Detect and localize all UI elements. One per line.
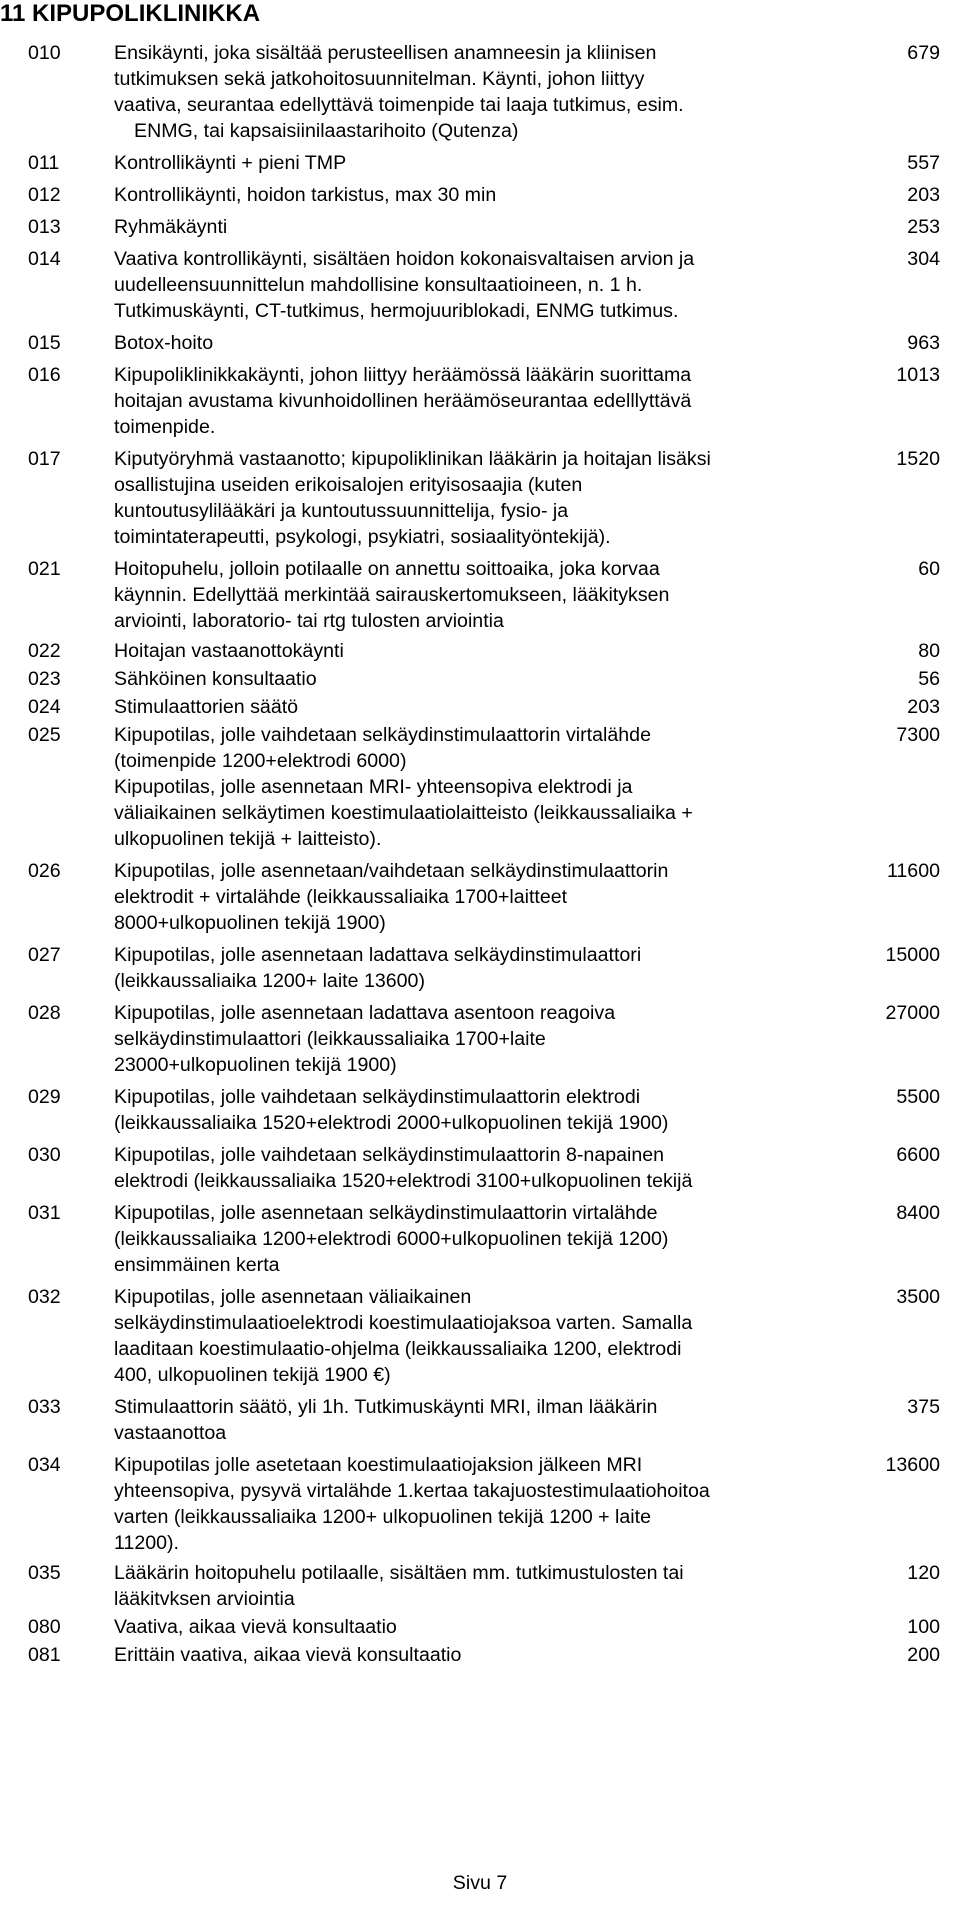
procedure-code: 026 (28, 860, 61, 882)
description-line: Kiputyöryhmä vastaanotto; kipupoliklinikan lääkärin ja hoitajan lisäksi (114, 448, 711, 470)
description-line: Ensikäynti, joka sisältää perusteellisen anamneesin ja kliinisen (114, 42, 657, 64)
procedure-price: 7300 (896, 724, 940, 746)
price-row (0, 1200, 960, 1278)
procedure-code: 031 (28, 1202, 61, 1224)
description-line: Lääkärin hoitopuhelu potilaalle, sisältäen mm. tutkimustulosten tai (114, 1562, 684, 1584)
procedure-description (114, 1452, 710, 1556)
description-line: vastaanottoa (114, 1422, 227, 1444)
description-line: kuntoutusylilääkäri ja kuntoutussuunnittelija, fysio- ja (114, 500, 569, 522)
description-line: hoitajan avustama kivunhoidollinen heräämöseurantaa edelllyttävä (114, 390, 692, 412)
procedure-price: 557 (907, 152, 940, 174)
price-row (0, 942, 960, 994)
procedure-description (114, 694, 710, 720)
procedure-description (114, 40, 710, 144)
description-line: toimintaterapeutti, psykologi, psykiatri, sosiaalityöntekijä). (114, 526, 611, 548)
procedure-description (114, 858, 710, 936)
description-line: ensimmäinen kerta (114, 1254, 280, 1276)
procedure-description (114, 150, 710, 176)
procedure-code: 014 (28, 248, 61, 270)
procedure-price: 203 (907, 184, 940, 206)
description-line: varten (leikkaussaliaika 1200+ ulkopuolinen tekijä 1200 + laite (114, 1506, 652, 1528)
description-line: 23000+ulkopuolinen tekijä 1900) (114, 1054, 397, 1076)
description-line: Kipupotilas, jolle asennetaan ladattava asentoon reagoiva (114, 1002, 616, 1024)
description-line: 8000+ulkopuolinen tekijä 1900) (114, 912, 386, 934)
procedure-description (114, 1284, 710, 1388)
procedure-description (114, 182, 710, 208)
description-line: Sähköinen konsultaatio (114, 668, 317, 690)
price-row (0, 1000, 960, 1078)
price-row (0, 722, 960, 852)
description-line: Tutkimuskäynti, CT-tutkimus, hermojuuriblokadi, ENMG tutkimus. (114, 300, 679, 322)
price-row (0, 1642, 960, 1668)
procedure-description (114, 330, 710, 356)
procedure-description (114, 1142, 710, 1194)
description-line: Erittäin vaativa, aikaa vievä konsultaatio (114, 1644, 462, 1666)
procedure-description (114, 556, 710, 634)
description-line: yhteensopiva, pysyvä virtalähde 1.kertaa takajuostestimulaatiohoitoa (114, 1480, 710, 1502)
procedure-code: 021 (28, 558, 61, 580)
price-row (0, 858, 960, 936)
description-line: Kipupotilas, jolle vaihdetaan selkäydinstimulaattorin 8-napainen (114, 1144, 665, 1166)
description-line: Vaativa kontrollikäynti, sisältäen hoidon kokonaisvaltaisen arvion ja (114, 248, 695, 270)
procedure-price: 1013 (896, 364, 940, 386)
procedure-description (114, 666, 710, 692)
procedure-code: 017 (28, 448, 61, 470)
description-line: elektrodit + virtalähde (leikkaussaliaika 1700+laitteet (114, 886, 568, 908)
description-line: Kipupotilas, jolle asennetaan/vaihdetaan selkäydinstimulaattorin (114, 860, 669, 882)
description-line: käynnin. Edellyttää merkintää sairauskertomukseen, lääkityksen (114, 584, 670, 606)
description-line: Kipupotilas, jolle asennetaan MRI- yhteensopiva elektrodi ja (114, 776, 633, 798)
description-line: selkäydinstimulaatioelektrodi koestimulaatiojaksoa varten. Samalla (114, 1312, 693, 1334)
description-line: Hoitajan vastaanottokäynti (114, 640, 344, 662)
procedure-code: 012 (28, 184, 61, 206)
description-line: (leikkaussaliaika 1200+elektrodi 6000+ulkopuolinen tekijä 1200) (114, 1228, 669, 1250)
description-line: Kipupotilas, jolle asennetaan ladattava selkäydinstimulaattori (114, 944, 642, 966)
page-number: Sivu 7 (452, 1872, 508, 1894)
procedure-price: 100 (907, 1616, 940, 1638)
price-row (0, 182, 960, 208)
procedure-code: 023 (28, 668, 61, 690)
procedure-price: 253 (907, 216, 940, 238)
procedure-code: 015 (28, 332, 61, 354)
description-line: ENMG, tai kapsaisiinilaastarihoito (Qutenza) (134, 120, 519, 142)
procedure-price: 200 (907, 1644, 940, 1666)
description-line: 400, ulkopuolinen tekijä 1900 €) (114, 1364, 391, 1386)
procedure-price: 120 (907, 1562, 940, 1584)
description-line: (leikkaussaliaika 1200+ laite 13600) (114, 970, 425, 992)
description-line: ulkopuolinen tekijä + laitteisto). (114, 828, 382, 850)
price-row (0, 246, 960, 324)
procedure-code: 080 (28, 1616, 61, 1638)
description-line: (toimenpide 1200+elektrodi 6000) (114, 750, 407, 772)
description-line: Kipupotilas, jolle vaihdetaan selkäydinstimulaattorin virtalähde (114, 724, 651, 746)
section-title: 11 KIPUPOLIKLINIKKA (0, 0, 261, 27)
price-row (0, 1452, 960, 1556)
procedure-code: 024 (28, 696, 61, 718)
description-line: lääkitvksen arviointia (114, 1588, 295, 1610)
description-line: Kipupoliklinikkakäynti, johon liittyy heräämössä lääkärin suorittama (114, 364, 692, 386)
procedure-description (114, 362, 710, 440)
description-line: Hoitopuhelu, jolloin potilaalle on annettu soittoaika, joka korvaa (114, 558, 660, 580)
procedure-code: 030 (28, 1144, 61, 1166)
procedure-description (114, 446, 710, 550)
description-line: osallistujina useiden erikoisalojen erityisosaajia (kuten (114, 474, 583, 496)
procedure-description (114, 246, 710, 324)
procedure-code: 035 (28, 1562, 61, 1584)
procedure-description (114, 1560, 710, 1612)
procedure-code: 029 (28, 1086, 61, 1108)
procedure-price: 80 (918, 640, 940, 662)
procedure-price: 5500 (896, 1086, 940, 1108)
procedure-price: 3500 (896, 1286, 940, 1308)
price-row (0, 214, 960, 240)
procedure-code: 081 (28, 1644, 61, 1666)
price-row (0, 362, 960, 440)
description-line: laaditaan koestimulaatio-ohjelma (leikkaussaliaika 1200, elektrodi (114, 1338, 682, 1360)
procedure-price: 304 (907, 248, 940, 270)
procedure-code: 013 (28, 216, 61, 238)
procedure-price: 13600 (885, 1454, 940, 1476)
procedure-price: 15000 (885, 944, 940, 966)
price-row (0, 1560, 960, 1612)
procedure-price: 1520 (896, 448, 940, 470)
description-line: toimenpide. (114, 416, 216, 438)
description-line: Kontrollikäynti, hoidon tarkistus, max 30 min (114, 184, 497, 206)
price-row (0, 556, 960, 634)
price-row (0, 666, 960, 692)
price-row (0, 1284, 960, 1388)
price-row (0, 1084, 960, 1136)
procedure-code: 028 (28, 1002, 61, 1024)
description-line: vaativa, seurantaa edellyttävä toimenpide tai laaja tutkimus, esim. (114, 94, 684, 116)
description-line: (leikkaussaliaika 1520+elektrodi 2000+ulkopuolinen tekijä 1900) (114, 1112, 669, 1134)
procedure-description (114, 1642, 710, 1668)
procedure-description (114, 1614, 710, 1640)
procedure-price: 679 (907, 42, 940, 64)
procedure-code: 010 (28, 42, 61, 64)
price-row (0, 330, 960, 356)
procedure-code: 011 (28, 152, 60, 174)
price-row (0, 1142, 960, 1194)
price-row (0, 1394, 960, 1446)
price-row (0, 446, 960, 550)
description-line: tutkimuksen sekä jatkohoitosuunnitelman. Käynti, johon liittyy (114, 68, 645, 90)
procedure-description (114, 1084, 710, 1136)
description-line: arviointi, laboratorio- tai rtg tulosten arviointia (114, 610, 504, 632)
price-list (0, 40, 960, 1668)
procedure-price: 56 (918, 668, 940, 690)
procedure-price: 963 (907, 332, 940, 354)
procedure-description (114, 942, 710, 994)
procedure-description (114, 638, 710, 664)
procedure-description (114, 1200, 710, 1278)
description-line: uudelleensuunnittelun mahdollisine konsultaatioineen, n. 1 h. (114, 274, 643, 296)
description-line: Stimulaattorien säätö (114, 696, 299, 718)
description-line: Kipupotilas jolle asetetaan koestimulaatiojaksion jälkeen MRI (114, 1454, 643, 1476)
description-line: Kipupotilas, jolle vaihdetaan selkäydinstimulaattorin elektrodi (114, 1086, 641, 1108)
description-line: Vaativa, aikaa vievä konsultaatio (114, 1616, 397, 1638)
procedure-code: 033 (28, 1396, 61, 1418)
procedure-code: 034 (28, 1454, 61, 1476)
procedure-code: 032 (28, 1286, 61, 1308)
description-line: Kipupotilas, jolle asennetaan väliaikainen (114, 1286, 472, 1308)
procedure-price: 8400 (896, 1202, 940, 1224)
procedure-price: 27000 (885, 1002, 940, 1024)
procedure-price: 6600 (896, 1144, 940, 1166)
procedure-price: 375 (907, 1396, 940, 1418)
procedure-price: 11600 (886, 860, 940, 882)
description-line: Stimulaattorin säätö, yli 1h. Tutkimuskäynti MRI, ilman lääkärin (114, 1396, 658, 1418)
procedure-code: 025 (28, 724, 61, 746)
procedure-description (114, 214, 710, 240)
description-line: väliaikainen selkäytimen koestimulaatiolaitteisto (leikkaussaliaika + (114, 802, 693, 824)
price-row (0, 638, 960, 664)
description-line: elektrodi (leikkaussaliaika 1520+elektrodi 3100+ulkopuolinen tekijä (114, 1170, 693, 1192)
description-line: selkäydinstimulaattori (leikkaussaliaika 1700+laite (114, 1028, 546, 1050)
description-line: 11200). (114, 1532, 179, 1554)
description-line: Kipupotilas, jolle asennetaan selkäydinstimulaattorin virtalähde (114, 1202, 658, 1224)
price-row (0, 694, 960, 720)
price-row (0, 40, 960, 144)
price-row (0, 150, 960, 176)
price-row (0, 1614, 960, 1640)
procedure-price: 60 (918, 558, 940, 580)
description-line: Ryhmäkäynti (114, 216, 228, 238)
procedure-price: 203 (907, 696, 940, 718)
description-line: Botox-hoito (114, 332, 214, 354)
procedure-code: 022 (28, 640, 61, 662)
procedure-code: 016 (28, 364, 61, 386)
procedure-code: 027 (28, 944, 61, 966)
procedure-description (114, 1000, 710, 1078)
procedure-description (114, 722, 710, 852)
description-line: Kontrollikäynti + pieni TMP (114, 152, 347, 174)
procedure-description (114, 1394, 710, 1446)
